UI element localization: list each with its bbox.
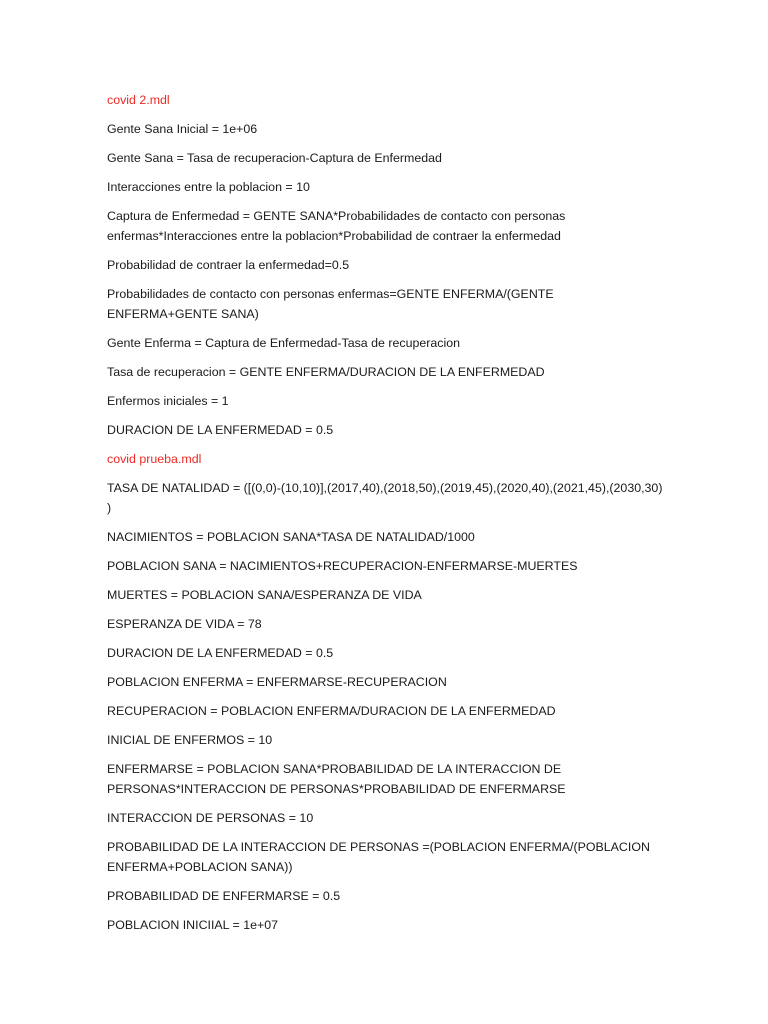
equation-line: RECUPERACION = POBLACION ENFERMA/DURACION DE LA ENFERMEDAD	[107, 704, 556, 719]
equation-line: TASA DE NATALIDAD = ([(0,0)-(10,10)],(2017,40),(2018,50),(2019,45),(2020,40),(2021,45),(2030,30) )	[107, 481, 663, 515]
equation-line: DURACION DE LA ENFERMEDAD = 0.5	[107, 646, 334, 661]
equation-line: NACIMIENTOS = POBLACION SANA*TASA DE NATALIDAD/1000	[107, 529, 475, 544]
equation-line: ESPERANZA DE VIDA = 78	[107, 617, 262, 631]
equation-line: PROBABILIDAD DE LA INTERACCION DE PERSONAS =(POBLACION ENFERMA/(POBLACION ENFERMA+POBLACION SANA))	[107, 840, 650, 874]
equation-line: Gente Sana = Tasa de recuperacion-Captura de Enfermedad	[107, 151, 442, 166]
equation-line: Captura de Enfermedad = GENTE SANA*Probabilidades de contacto con personas enfermas*Interacciones entre la poblacion*Probabilidad de contraer la enfermedad	[107, 209, 566, 243]
equation-line: Interacciones entre la poblacion = 10	[107, 180, 310, 195]
equation-line: Tasa de recuperacion = GENTE ENFERMA/DURACION DE LA ENFERMEDAD	[107, 364, 545, 379]
document-page	[107, 91, 667, 945]
equation-line: POBLACION INICIIAL = 1e+07	[107, 917, 279, 932]
equation-line: Enfermos iniciales = 1	[107, 393, 229, 408]
equation-line: Probabilidades de contacto con personas enfermas=GENTE ENFERMA/(GENTE ENFERMA+GENTE SANA)	[107, 287, 554, 321]
equation-line: PROBABILIDAD DE ENFERMARSE = 0.5	[107, 888, 341, 903]
equation-line: Gente Sana Inicial = 1e+06	[107, 122, 258, 137]
equation-line: POBLACION ENFERMA = ENFERMARSE-RECUPERACION	[107, 675, 447, 690]
equation-line: MUERTES = POBLACION SANA/ESPERANZA DE VIDA	[107, 587, 422, 602]
equation-line: ENFERMARSE = POBLACION SANA*PROBABILIDAD DE LA INTERACCION DE PERSONAS*INTERACCION DE PERSONAS*PROBABILIDAD DE ENFERMARSE	[107, 762, 566, 796]
equation-line: INTERACCION DE PERSONAS = 10	[107, 811, 314, 826]
equation-line: INICIAL DE ENFERMOS = 10	[107, 733, 273, 748]
equation-line: Gente Enferma = Captura de Enfermedad-Tasa de recuperacion	[107, 335, 460, 350]
section-heading-covid-prueba: covid prueba.mdl	[107, 452, 202, 467]
equation-line: Probabilidad de contraer la enfermedad=0.5	[107, 257, 350, 272]
equation-line: POBLACION SANA = NACIMIENTOS+RECUPERACION-ENFERMARSE-MUERTES	[107, 558, 578, 573]
equation-line: DURACION DE LA ENFERMEDAD = 0.5	[107, 422, 334, 437]
section-heading-covid-2: covid 2.mdl	[107, 93, 170, 107]
